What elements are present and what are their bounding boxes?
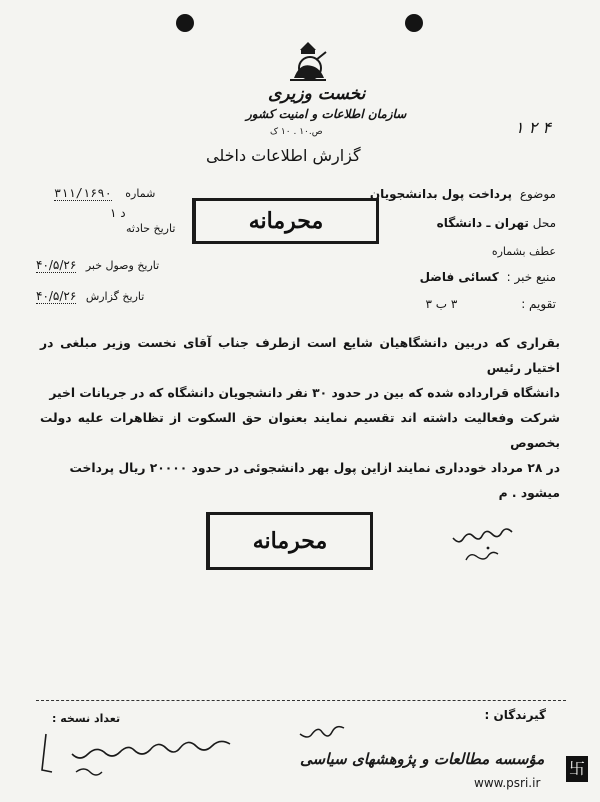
organization-subtitle: سازمان اطلاعات و امنیت کشور: [246, 107, 407, 121]
watermark-institute-name: مؤسسه مطالعات و پژوهشهای سیاسی: [300, 750, 545, 768]
field-source: [420, 270, 556, 284]
classification-stamp-bottom-text: محرمانه: [252, 528, 328, 554]
organization-code: ص.۱۰ . ۱۰ ک: [270, 127, 323, 137]
field-number: [54, 186, 155, 201]
field-source-value: کسائی فاضل: [419, 270, 499, 284]
classification-stamp-bottom: [206, 512, 373, 570]
field-report-date-value: ۴۰/۵/۲۶: [36, 289, 77, 303]
report-type-title: گزارش اطلاعات داخلی: [206, 146, 361, 165]
field-incident-date-label: تاریخ حادثه: [126, 222, 176, 235]
report-body-line: در ۲۸ مرداد خودداری نمایند ازاین پول بهر دانشجوئی در حدود ۲۰۰۰۰ ریال پرداخت: [69, 461, 560, 475]
field-location-label: محل: [532, 216, 556, 230]
report-body-line: بقراری که دربین دانشگاهیان شایع است ازطرف جناب آقای نخست وزیر مبلغی در اختیار رئیس: [40, 336, 560, 375]
organization-title: نخست وزیری: [268, 84, 366, 104]
field-subject-label: موضوع: [519, 187, 556, 201]
field-reference-number: عطف بشماره: [491, 245, 556, 258]
field-sub-number: د ۱: [110, 206, 126, 220]
field-evaluation-label: تقویم :: [521, 297, 556, 311]
handwritten-signature: [438, 520, 518, 572]
copies-count-label: تعداد نسخه :: [52, 712, 121, 725]
field-receipt-date-label: تاریخ وصول خبر: [85, 259, 160, 272]
field-evaluation: [426, 297, 556, 311]
corner-annotation: ۱ ۲ ۴: [515, 118, 551, 137]
field-receipt-date: [36, 258, 159, 273]
classification-stamp-top: [192, 198, 379, 244]
institute-logo-icon: 卐: [566, 756, 588, 782]
field-evaluation-value: ۳ ب ۳: [425, 297, 458, 311]
field-report-date: [36, 289, 144, 304]
report-body-line: دانشگاه قرارداده شده که بین در حدود ۳۰ نفر دانشجویان دانشگاه که در جریانات اخیر: [49, 386, 560, 400]
field-location: [437, 216, 556, 230]
lion-and-sun-emblem-icon: [286, 40, 330, 86]
field-number-value: ۳۱۱/۱۶۹۰: [54, 186, 112, 200]
classification-stamp-top-text: محرمانه: [248, 208, 324, 234]
field-subject-value: پرداخت پول بدانشجویان: [369, 187, 512, 201]
field-subject: [370, 187, 556, 201]
footer-divider: [36, 700, 566, 701]
watermark-band: [0, 748, 600, 802]
watermark-website: www.psri.ir: [474, 776, 541, 790]
field-source-label: منبع خبر :: [506, 270, 556, 284]
field-receipt-date-value: ۴۰/۵/۲۶: [36, 258, 77, 272]
binder-hole-right: [405, 14, 423, 32]
binder-hole-left: [176, 14, 194, 32]
report-body: [40, 331, 560, 506]
field-location-value: تهران ـ دانشگاه: [436, 216, 529, 230]
field-number-label: شماره: [125, 187, 156, 200]
field-report-date-label: تاریخ گزارش: [85, 290, 145, 303]
recipients-label: گیرندگان :: [484, 708, 546, 722]
report-body-line: میشود . م: [498, 486, 560, 500]
report-body-line: شرکت وفعالیت داشته اند تقسیم نمایند بعنوان حق السکوت از تظاهرات علیه دولت بخصوص: [40, 411, 560, 450]
